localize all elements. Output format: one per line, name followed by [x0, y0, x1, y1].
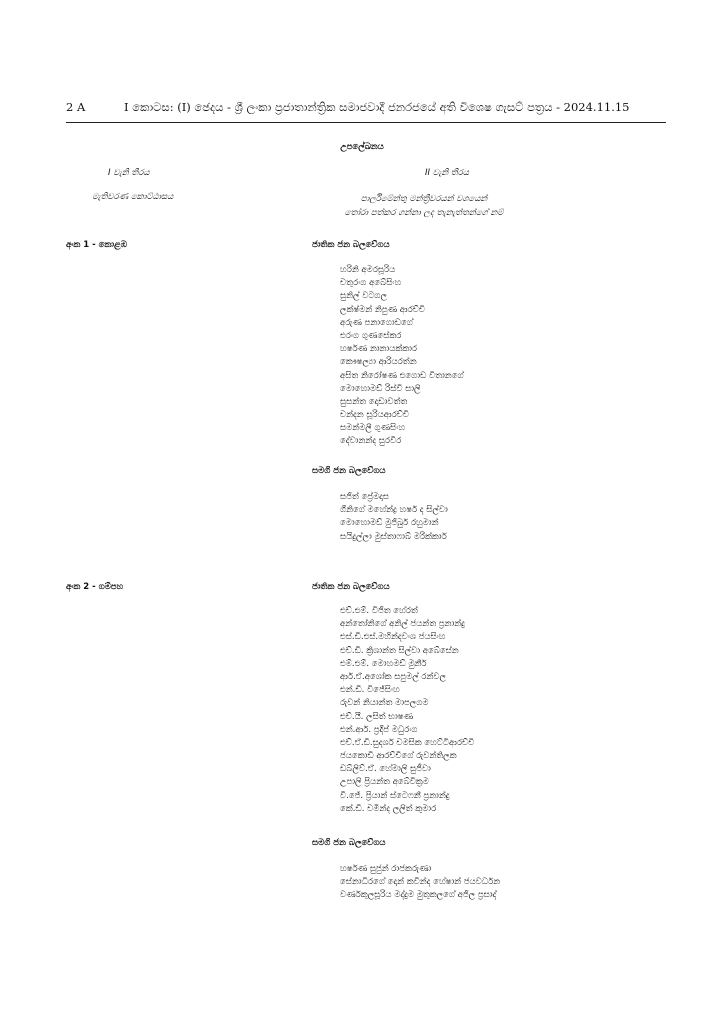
- member-name: මොහොමඩ් රිස්වි සාලි: [340, 383, 421, 394]
- member-name: උපාලි ප්‍රියන්ත අබේවික්‍රම: [340, 777, 429, 788]
- member-name: සමන්මලී ගුණසිංහ: [340, 423, 406, 434]
- member-name: කේ.ඩී. චමින්ද ලලිත් කුමාර: [340, 803, 437, 814]
- member-name: අන්තෝනිගේ අනිල් ජයන්ත ප්‍රනාන්දු: [340, 619, 465, 630]
- member-name: ආර්.ඒ.අශෝක සපුමල් රන්වල: [340, 671, 447, 682]
- member-list: [340, 863, 500, 903]
- party-name: සමගි ජන බලවේගය: [312, 466, 386, 476]
- column-2-subheading-line-2: තෝරා පත්කර ගන්නා ලද තැනැත්තන්ගේ නම්: [344, 208, 504, 218]
- member-name: හර්ෂණ සුජුන් රාජකරුණා: [340, 864, 432, 874]
- district-label: අංක 2 - ගම්පහ: [66, 582, 124, 592]
- member-name: වර්ණකුලසූරිය මද්දුම මුතුකලගේ අජිල ප්‍රසාද්: [340, 890, 497, 901]
- member-name: දේවානන්ද සුරවීර: [340, 436, 402, 447]
- party-name: ජාතික ජන බලවේගය: [312, 582, 390, 592]
- gazette-title: I කොටස: (I) ඡෙදය - ශ්‍රී ලංකා ප්‍රජාතාන්ත්‍රික සමාජවාදී ජනරජයේ අති විශෙෂ ගැසට් පත්‍රය - 2024.11.15: [124, 100, 630, 114]
- member-name: එච්.ඒ.ඩී.සුදර්ශ චමසික හෙට්ටිආරච්චි: [340, 737, 475, 748]
- member-name: හර්ෂණ නානායක්කාර: [340, 344, 418, 355]
- member-name: එච්.යී. ලසිත් භාෂණ: [340, 711, 414, 722]
- member-list: [340, 491, 448, 544]
- column-2-heading: II වැනි තීරය: [425, 168, 469, 178]
- member-name: සජිත් ප්‍රේමදාස: [340, 492, 390, 502]
- column-1-heading: I වැනි තීරය: [108, 168, 150, 178]
- member-name: ලක්ෂ්මන් නිපුණ ආරච්චි: [340, 304, 425, 315]
- member-name: අරුණ පනාගොඩගේ: [340, 317, 413, 328]
- district-label: අංක 1 - කොළඹ: [66, 240, 127, 250]
- page-header: [66, 100, 666, 120]
- member-name: එරංග ගුණසේකර: [340, 330, 402, 341]
- member-name: එච්.ඩී. ක්‍රිශාන්ත සිල්වා අබේසේන: [340, 645, 459, 656]
- member-name: එම්.එම්. මොහමඩ් මුනීර්: [340, 658, 427, 669]
- member-name: චන්දන සූරියආරච්චි: [340, 410, 409, 421]
- member-name: රුවන් නියාන්ත මාපලගම: [340, 698, 429, 709]
- member-list: [340, 264, 464, 449]
- party-name: ජාතික ජන බලවේගය: [312, 240, 390, 250]
- member-name: සුනිල් වටගල: [340, 291, 387, 302]
- member-name: චතුරංග අබේසිංහ: [340, 278, 402, 289]
- column-2-subheading: [342, 192, 506, 220]
- page-number: 2 A: [66, 100, 86, 114]
- member-name: සයිදුල්ලා මුස්තාෆාබ් මරික්කාර්: [340, 531, 447, 542]
- member-name: අසිත නිරෝෂණ එගොඩ විතානගේ: [340, 370, 464, 381]
- member-name: ගීනිගේ මහේන්ද්‍ර හර්ෂ ද සිල්වා: [340, 505, 448, 516]
- member-name: වී.ජේ. ප්‍රියාන් ස්ටෙෆනී ප්‍රනාන්දු: [340, 790, 450, 801]
- schedule-title: උපලේඛනය: [340, 142, 384, 152]
- member-name: කෞෂල්‍යා ආරියරත්න: [340, 357, 417, 368]
- member-name: ජයකොඩි ආරච්චිගේ රුවන්තිලක: [340, 751, 457, 762]
- member-name: සුසන්ත දොඩාවත්ත: [340, 396, 408, 407]
- column-1-subheading: මැතිවරණ කොට්ඨාසය: [92, 192, 174, 202]
- member-name: මොහොමඩ් මුජිබුර් රහුමාන්: [340, 518, 439, 529]
- member-name: එන්.ආර්. ප්‍රදීප් මධුරංග: [340, 724, 418, 735]
- member-name: එච්.එම්. විජිත හේරත්: [340, 606, 418, 616]
- member-name: හරිනි අමරසූරිය: [340, 265, 396, 275]
- header-divider: [66, 122, 666, 123]
- member-name: එන්.ඩී. විජේසිංහ: [340, 685, 400, 696]
- party-name: සමගි ජන බලවේගය: [312, 838, 386, 848]
- member-name: සේනාධිරගේ දොන් කවින්ද හේෂාන් ජයවර්ධන: [340, 877, 501, 888]
- member-name: එස්.ඩී.එස්.මහින්දවංශ ජයසිංහ: [340, 632, 446, 643]
- member-list: [340, 605, 474, 816]
- member-name: ඩබ්ලිව්.ඒ. හේමාලි සුජීවා: [340, 764, 431, 775]
- column-2-subheading-line-1: පාර්ලිමේන්තු මන්ත්‍රීවරයන් වශයෙන්: [360, 194, 488, 204]
